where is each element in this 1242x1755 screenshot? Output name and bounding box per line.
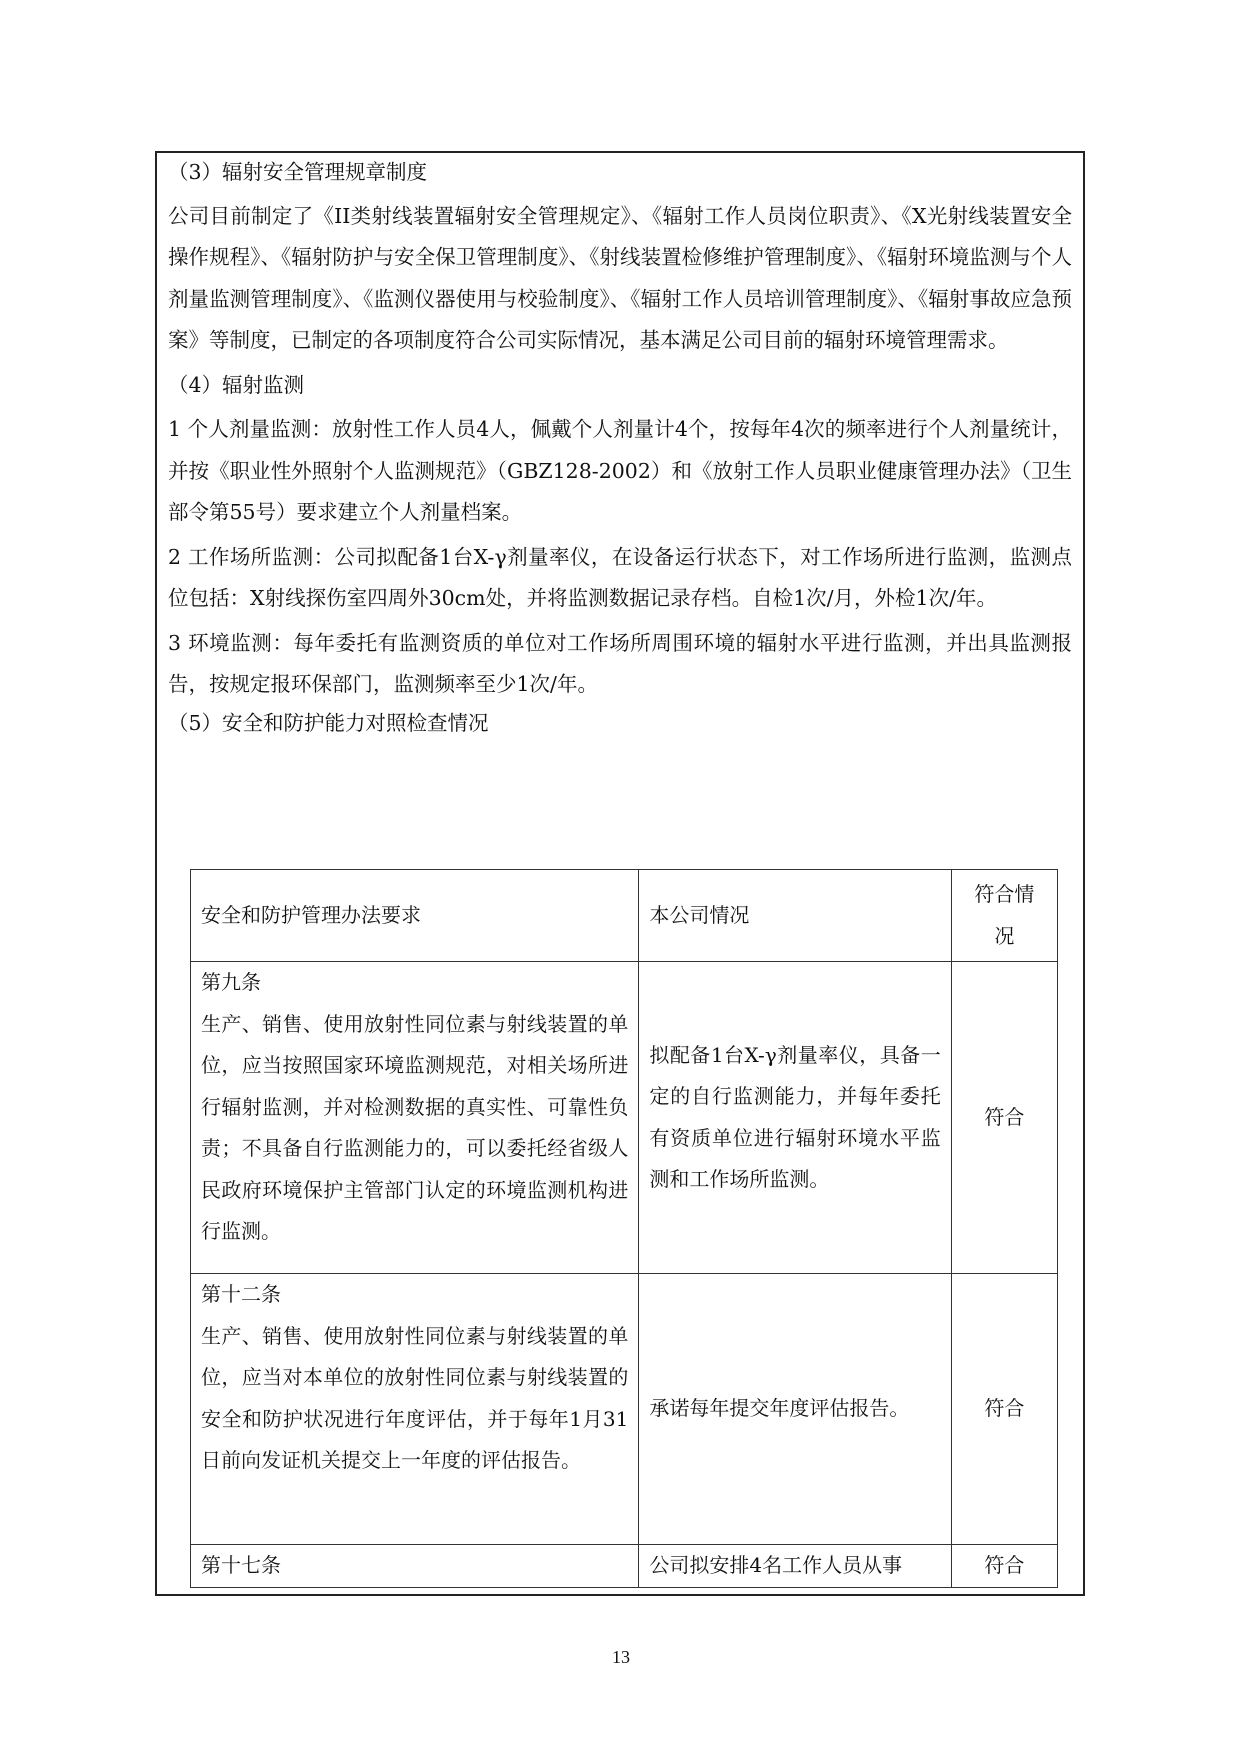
table-row [191,1274,1058,1545]
table-header-row [191,870,1058,962]
result-cell: 符合 [951,1274,1057,1545]
article-label: 第十二条 [201,1282,281,1306]
article-label: 第十七条 [201,1553,281,1577]
table-row [191,1545,1058,1588]
table-row [191,962,1058,1274]
status-cell: 公司拟安排4名工作人员从事 [639,1545,951,1588]
requirement-text: 生产、销售、使用放射性同位素与射线装置的单位，应当对本单位的放射性同位素与射线装置的安全和防护状况进行年度评估，并于每年1月31日前向发证机关提交上一年度的评估报告。 [201,1323,629,1472]
requirement-text: 生产、销售、使用放射性同位素与射线装置的单位，应当按照国家环境监测规范，对相关场所进行辐射监测，并对检测数据的真实性、可靠性负责；不具备自行监测能力的，可以委托经省级人民政府环境保护主管部门认定的环境监测机构进行监测。 [201,1011,629,1243]
header-requirement: 安全和防护管理办法要求 [191,870,639,962]
section4-heading: （4）辐射监测 [168,372,305,397]
header-status: 本公司情况 [639,870,951,962]
comparison-table [190,869,1058,1588]
article-label: 第九条 [201,970,261,994]
section4-item-1: 1 个人剂量监测：放射性工作人员4人，佩戴个人剂量计4个，按每年4次的频率进行个人剂量统计，并按《职业性外照射个人监测规范》（GBZ128-2002）和《放射工作人员职业健康管理办法》（卫生部令第55号）要求建立个人剂量档案。 [168,417,1072,524]
requirement-cell [191,1545,639,1588]
result-cell: 符合 [951,1545,1057,1588]
section3-paragraph: 公司目前制定了《II类射线装置辐射安全管理规定》、《辐射工作人员岗位职责》、《X光射线装置安全操作规程》、《辐射防护与安全保卫管理制度》、《射线装置检修维护管理制度》、《辐射环境监测与个人剂量监测管理制度》、《监测仪器使用与校验制度》、《辐射工作人员培训管理制度》、《辐射事故应急预案》等制度，已制定的各项制度符合公司实际情况，基本满足公司目前的辐射环境管理需求。 [168,203,1072,352]
content-frame [155,151,1085,1596]
status-cell: 承诺每年提交年度评估报告。 [639,1274,951,1545]
requirement-cell [191,962,639,1274]
requirement-cell [191,1274,639,1545]
result-cell: 符合 [951,962,1057,1274]
status-cell: 拟配备1台X-γ剂量率仪，具备一定的自行监测能力，并每年委托有资质单位进行辐射环境水平监测和工作场所监测。 [639,962,951,1274]
section4-item-2: 2 工作场所监测：公司拟配备1台X-γ剂量率仪，在设备运行状态下，对工作场所进行监测，监测点位包括：X射线探伤室四周外30cm处，并将监测数据记录存档。自检1次/月，外检1次/年。 [168,544,1072,610]
page-number: 13 [612,1647,630,1667]
section5-heading: （5）安全和防护能力对照检查情况 [168,710,489,735]
content-body [168,153,1072,744]
section3-heading: （3）辐射安全管理规章制度 [168,160,428,184]
header-result: 符合情况 [951,870,1057,962]
section4-item-3: 3 环境监测：每年委托有监测资质的单位对工作场所周围环境的辐射水平进行监测，并出具监测报告，按规定报环保部门，监测频率至少1次/年。 [168,630,1072,696]
